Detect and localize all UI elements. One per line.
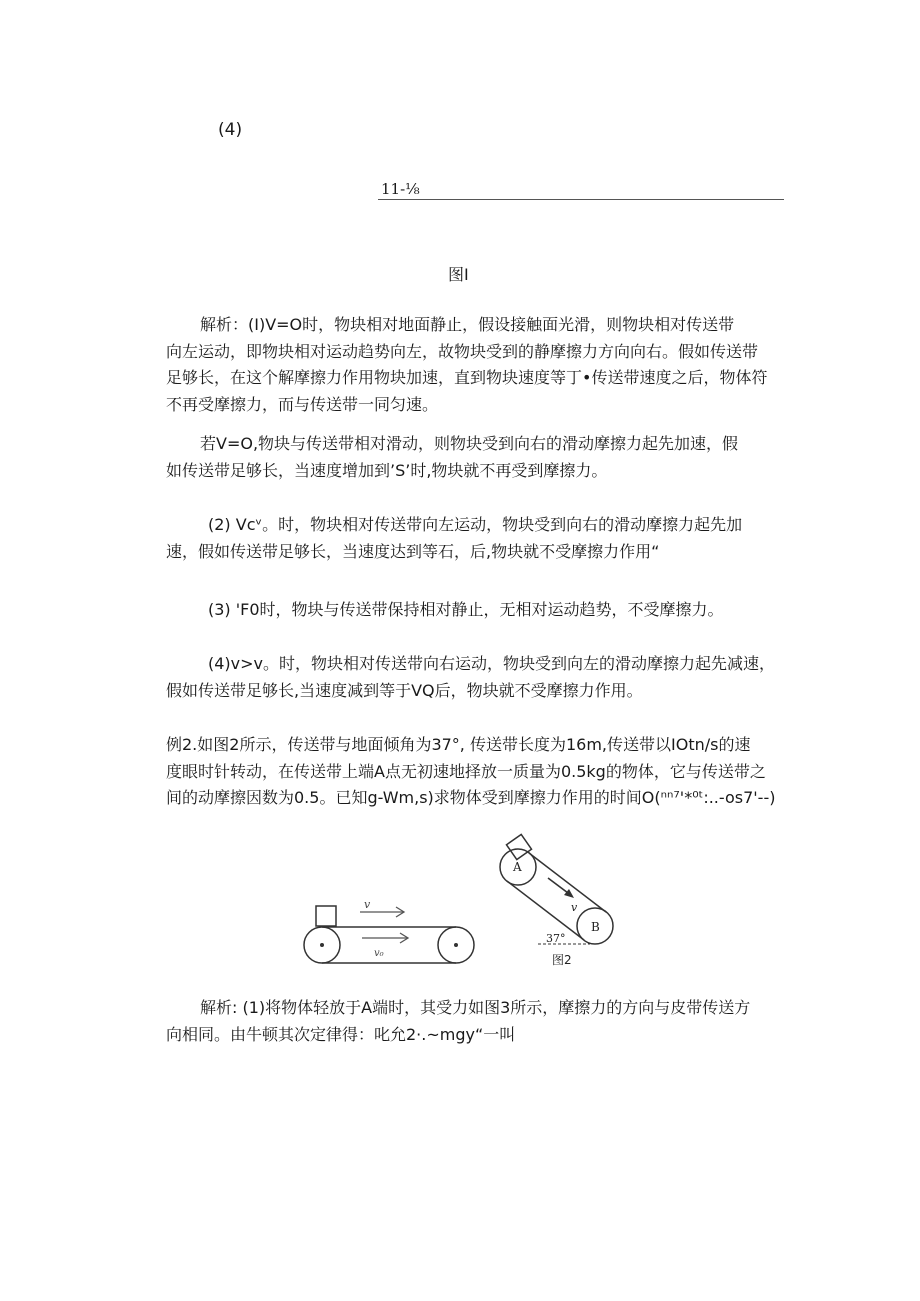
inclined-conveyor-figure bbox=[494, 832, 624, 980]
block bbox=[506, 834, 531, 859]
text-line: 如传送带足够长，当速度增加到’S’时,物块就不再受到摩擦力。 bbox=[166, 460, 608, 480]
text-line: 向相同。由牛顿其次定律得：叱允2·.~mgy“一叫 bbox=[166, 1024, 516, 1044]
text-line: 例2.如图2所示，传送带与地面倾角为37°, 传送带长度为16m,传送带以IOtn/s的速 bbox=[166, 735, 751, 754]
analysis-paragraph-2 bbox=[166, 431, 786, 484]
text-line: 足够长，在这个解摩擦力作用物块加速，直到物块速度等丁•传送带速度之后，物体符 bbox=[166, 368, 768, 387]
text-line: (2) Vcᵛ。时，物块相对传送带向左运动，物块受到向右的滑动摩擦力起先加 bbox=[208, 515, 743, 534]
belt-upper bbox=[529, 853, 606, 912]
text-line: 若V=O,物块与传送带相对滑动，则物块受到向右的滑动摩擦力起先加速，假 bbox=[200, 434, 739, 453]
case-2-paragraph bbox=[166, 512, 786, 565]
belt-velocity-label: v₀ bbox=[374, 948, 384, 959]
text-line: 度眼时针转动，在传送带上端A点无初速地择放一质量为0.5kg的物体，它与传送带之 bbox=[166, 761, 766, 781]
item-number-label: (4) bbox=[218, 120, 243, 140]
figure2-caption: 图2 bbox=[552, 953, 572, 967]
block bbox=[316, 906, 336, 926]
text-line: 间的动摩擦因数为0.5。已知g-Wm,s)求物体受到摩擦力作用的时间O(ⁿⁿ⁷'*⁰ᵗ:..-os7'--) bbox=[166, 788, 776, 807]
text-line: 向左运动，即物块相对运动趋势向左，故物块受到的静摩擦力方向向右。假如传送带 bbox=[166, 341, 759, 361]
angle-label: 37° bbox=[546, 932, 566, 945]
label-b: B bbox=[591, 920, 600, 934]
figure1-title: 图I bbox=[448, 265, 469, 284]
horizontal-conveyor-figure bbox=[298, 898, 478, 970]
left-pulley-axle bbox=[320, 943, 324, 947]
case-4-paragraph bbox=[166, 651, 786, 704]
text-line: (3) 'F0时，物块与传送带保持相对静止，无相对运动趋势，不受摩擦力。 bbox=[208, 600, 724, 619]
right-pulley-axle bbox=[454, 943, 458, 947]
text-line: 解析: (1)将物体轻放于A端时，其受力如图3所示，摩擦力的方向与皮带传送方 bbox=[200, 998, 751, 1017]
figure1-baseline bbox=[378, 199, 784, 200]
analysis-paragraph-3 bbox=[166, 995, 786, 1048]
text-line: 假如传送带足够长,当速度减到等于VQ后，物块就不受摩擦力作用。 bbox=[166, 680, 643, 700]
analysis-paragraph-1 bbox=[166, 312, 786, 418]
label-a: A bbox=[513, 860, 522, 874]
example-2-paragraph bbox=[166, 732, 786, 812]
text-line: 不再受摩擦力，而与传送带一同匀速。 bbox=[166, 394, 439, 414]
text-line: 解析：(I)V=O时，物块相对地面静止，假设接触面光滑，则物块相对传送带 bbox=[200, 315, 735, 334]
case-3-paragraph bbox=[166, 597, 786, 624]
label-v: v bbox=[571, 901, 578, 914]
figure1-caption: 11-⅛ bbox=[381, 180, 420, 198]
text-line: (4)v>v。时，物块相对传送带向右运动，物块受到向左的滑动摩擦力起先减速， bbox=[208, 654, 776, 673]
velocity-label: v bbox=[364, 898, 371, 911]
text-line: 速，假如传送带足够长，当速度达到等石，后,物块就不受摩擦力作用“ bbox=[166, 541, 660, 561]
